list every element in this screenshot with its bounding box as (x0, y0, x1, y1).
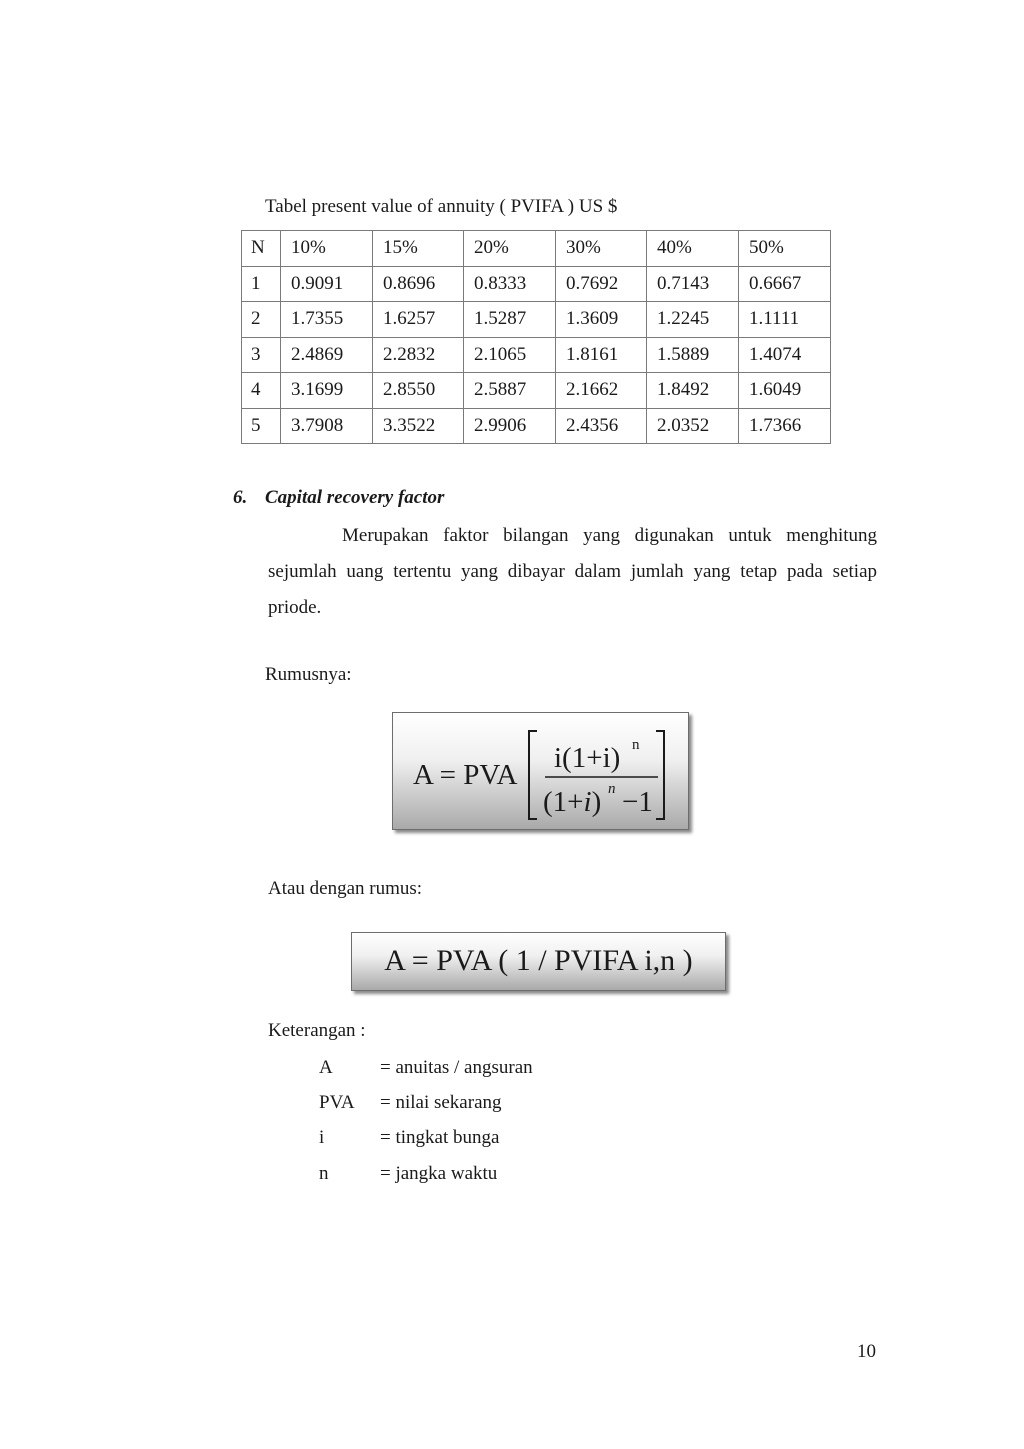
table-cell: 1.8161 (556, 337, 647, 373)
legend-symbol: PVA (319, 1092, 355, 1113)
table-cell: 2.4356 (556, 408, 647, 444)
table-cell: 1.2245 (647, 302, 739, 338)
table-cell: 1.5889 (647, 337, 739, 373)
denominator-var: i (583, 786, 592, 818)
table-cell: 3 (242, 337, 281, 373)
table-header-row (242, 231, 831, 267)
table-cell: 2.4869 (281, 337, 373, 373)
header-cell: 30% (556, 231, 647, 267)
table-cell: 5 (242, 408, 281, 444)
legend-description: = jangka waktu (380, 1163, 498, 1184)
table-cell: 1.4074 (739, 337, 831, 373)
legend-item (319, 1163, 497, 1185)
section-title: Capital recovery factor (265, 487, 445, 508)
table-cell: 2.2832 (373, 337, 464, 373)
legend-label: Keterangan : (268, 1020, 366, 1041)
legend-description: = nilai sekarang (380, 1092, 502, 1113)
alternative-formula-label: Atau dengan rumus: (268, 878, 423, 899)
legend-symbol: A (319, 1057, 333, 1078)
table-cell: 0.8333 (464, 266, 556, 302)
formula-denominator-exponent: n (608, 781, 616, 797)
table-cell: 0.7692 (556, 266, 647, 302)
header-cell: 20% (464, 231, 556, 267)
page-number: 10 (857, 1341, 876, 1362)
table-cell: 2.9906 (464, 408, 556, 444)
right-bracket (656, 731, 664, 819)
legend-item (319, 1057, 533, 1079)
formula-denominator-tail: −1 (622, 786, 653, 818)
table-cell: 2.1065 (464, 337, 556, 373)
table-cell: 3.1699 (281, 373, 373, 409)
formula-graphic (393, 713, 690, 831)
legend-symbol: n (319, 1163, 329, 1184)
table-row (242, 337, 831, 373)
table-cell: 1.7366 (739, 408, 831, 444)
formula-lhs: A = PVA (413, 759, 518, 791)
denominator-close: ) (591, 786, 602, 818)
formula-numerator-exponent: n (632, 737, 640, 753)
table-cell: 3.3522 (373, 408, 464, 444)
legend-item (319, 1092, 502, 1114)
table-cell: 1.3609 (556, 302, 647, 338)
legend-symbol: i (319, 1127, 325, 1148)
table-row (242, 266, 831, 302)
header-cell: 50% (739, 231, 831, 267)
table-cell: 1.1111 (739, 302, 831, 338)
header-cell: 10% (281, 231, 373, 267)
formula-box-main (392, 712, 689, 830)
section-heading (233, 487, 444, 509)
table-cell: 2.8550 (373, 373, 464, 409)
table-cell: 4 (242, 373, 281, 409)
table-cell: 0.7143 (647, 266, 739, 302)
table-cell: 1 (242, 266, 281, 302)
table-cell: 3.7908 (281, 408, 373, 444)
formula-denominator (543, 786, 601, 818)
table-row (242, 408, 831, 444)
table-cell: 2.1662 (556, 373, 647, 409)
legend-item (319, 1127, 499, 1149)
table-cell: 1.6049 (739, 373, 831, 409)
formula-box-alternative: A = PVA ( 1 / PVIFA i,n ) (351, 932, 726, 991)
formula-label: Rumusnya: (265, 664, 352, 685)
header-cell: 40% (647, 231, 739, 267)
section-number: 6. (233, 487, 248, 508)
header-cell: 15% (373, 231, 464, 267)
table-cell: 0.8696 (373, 266, 464, 302)
legend-description: = anuitas / angsuran (380, 1057, 533, 1078)
left-bracket (529, 731, 537, 819)
pvifa-table (241, 230, 831, 444)
table-cell: 1.8492 (647, 373, 739, 409)
table-cell: 0.9091 (281, 266, 373, 302)
table-row (242, 302, 831, 338)
table-cell: 1.6257 (373, 302, 464, 338)
denominator-base: (1+ (543, 786, 584, 818)
table-cell: 2.0352 (647, 408, 739, 444)
table-row (242, 373, 831, 409)
table-cell: 2 (242, 302, 281, 338)
table-cell: 1.5287 (464, 302, 556, 338)
table-cell: 1.7355 (281, 302, 373, 338)
table-caption: Tabel present value of annuity ( PVIFA ) US $ (265, 196, 618, 217)
table-cell: 0.6667 (739, 266, 831, 302)
formula-numerator: i(1+i) (554, 742, 621, 774)
legend-description: = tingkat bunga (380, 1127, 500, 1148)
header-cell: N (242, 231, 281, 267)
table-cell: 2.5887 (464, 373, 556, 409)
section-paragraph: Merupakan faktor bilangan yang digunakan untuk menghitung sejumlah uang tertentu yang dibayar dalam jumlah yang tetap pada setiap priode. (268, 525, 877, 618)
